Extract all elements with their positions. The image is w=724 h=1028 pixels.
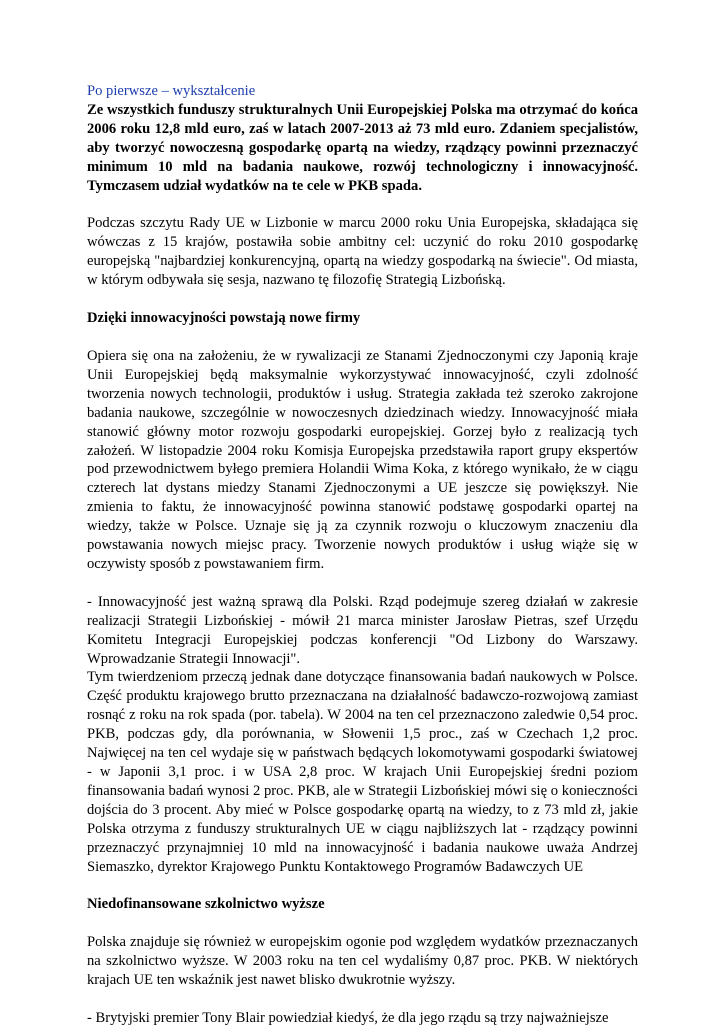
paragraph-3: - Innowacyjność jest ważną sprawą dla Polski. Rząd podejmuje szereg działań w zakresie realizacji Strategii Lizbońskiej - mówił 21 marca minister Jarosław Pietras, szef Urzędu Komitetu Integracji Europejskiej podczas konferencji "Od Lizbony do Warszawy. Wprowadzanie Strategii Innowacji". [87, 593, 638, 667]
paragraph-4: Tym twierdzeniom przeczą jednak dane dotyczące finansowania badań naukowych w Polsce. Część produktu krajowego brutto przeznaczana na działalność badawczo-rozwojową zamiast rosnąć z roku na rok spada (por. tabela). W 2004 na ten cel przeznaczono zaledwie 0,54 proc. PKB, podczas gdy, dla porównania, w Słowenii 1,5 proc., zaś w Czechach 1,2 proc. Najwięcej na ten cel wydaje się w państwach będących lokomotywami gospodarki światowej - w Japonii 3,1 proc. i w USA 2,8 proc. W krajach Unii Europejskiej średni poziom finansowania badań wynosi 2 proc. PKB, ale w Strategii Lizbońskiej mówi się o konieczności dojścia do 3 procent. Aby mieć w Polsce gospodarkę opartą na wiedzy, to z 73 mld zł, jakie Polska otrzyma z funduszy strukturalnych UE w ciągu najbliższych lat - rządzący powinni przeznaczyć przynajmniej 10 mld na innowacyjność i badania naukowe uważa Andrzej Siemaszko, dyrektor Krajowego Punktu Kontaktowego Programów Badawczych UE [87, 669, 638, 875]
spacer [87, 328, 638, 347]
spacer [87, 574, 638, 593]
paragraph-1: Podczas szczytu Rady UE w Lizbonie w marcu 2000 roku Unia Europejska, składająca się wówczas z 15 krajów, postawiła sobie ambitny cel: uczynić do roku 2010 gospodarkę europejską "najbardziej konkurencyjną, opartą na wiedzy gospodarką na świecie". Od miasta, w którym odbywała się sesja, nazwano tę filozofię Strategią Lizbońską. [87, 215, 638, 289]
spacer [87, 914, 638, 933]
spacer [87, 876, 638, 895]
spacer [87, 195, 638, 214]
spacer [87, 290, 638, 309]
spacer [87, 990, 638, 1009]
article [87, 82, 638, 1028]
section-kicker: Po pierwsze – wykształcenie [87, 83, 256, 99]
paragraph-5: Polska znajduje się również w europejskim ogonie pod względem wydatków przeznaczanych na szkolnictwo wyższe. W 2003 roku na ten cel wydaliśmy 0,87 proc. PKB. W niektórych krajach UE ten wskaźnik jest nawet blisko dwukrotnie wyższy. [87, 934, 638, 989]
paragraph-2: Opiera się ona na założeniu, że w rywalizacji ze Stanami Zjednoczonymi czy Japonią kraje Unii Europejskiej będą maksymalnie wykorzystywać innowacyjność, czyli zdolność tworzenia nowych technologii, produktów i usług. Strategia zakłada też szeroko zakrojone badania naukowe, szczególnie w nowoczesnych dziedzinach wiedzy. Innowacyjność miała stanowić główny motor rozwoju gospodarki europejskiej. Gorzej było z realizacją tych założeń. W listopadzie 2004 roku Komisja Europejska przedstawiła raport grupy ekspertów pod przewodnictwem byłego premiera Holandii Wima Koka, z którego wynikało, że w ciągu czterech lat dystans miedzy Stanami Zjednoczonymi a UE jeszcze się powiększył. Nie zmienia to faktu, że innowacyjność powinna stanowić podstawę gospodarki opartej na wiedzy, także w Polsce. Uznaje się ją za czynnik rozwoju o kluczowym znaczeniu dla powstawania nowych miejsc pracy. Tworzenie nowych produktów i usług wiąże się w oczywisty sposób z powstawaniem firm. [87, 347, 638, 572]
lead-paragraph: Ze wszystkich funduszy strukturalnych Unii Europejskiej Polska ma otrzymać do końca 2006 roku 12,8 mld euro, zaś w latach 2007-2013 aż 73 mld euro. Zdaniem specjalistów, aby tworzyć nowoczesną gospodarkę opartą na wiedzy, rządzący powinni przeznaczyć minimum 10 mld na badania naukowe, rozwój technologiczny i innowacyjność. Tymczasem udział wydatków na te cele w PKB spada. [87, 101, 638, 194]
paragraph-6: - Brytyjski premier Tony Blair powiedział kiedyś, że dla jego rządu są trzy najważniejsze [87, 1010, 609, 1027]
section-heading-higher-education: Niedofinansowane szkolnictwo wyższe [87, 896, 325, 913]
section-heading-innovation: Dzięki innowacyjności powstają nowe firmy [87, 310, 361, 327]
